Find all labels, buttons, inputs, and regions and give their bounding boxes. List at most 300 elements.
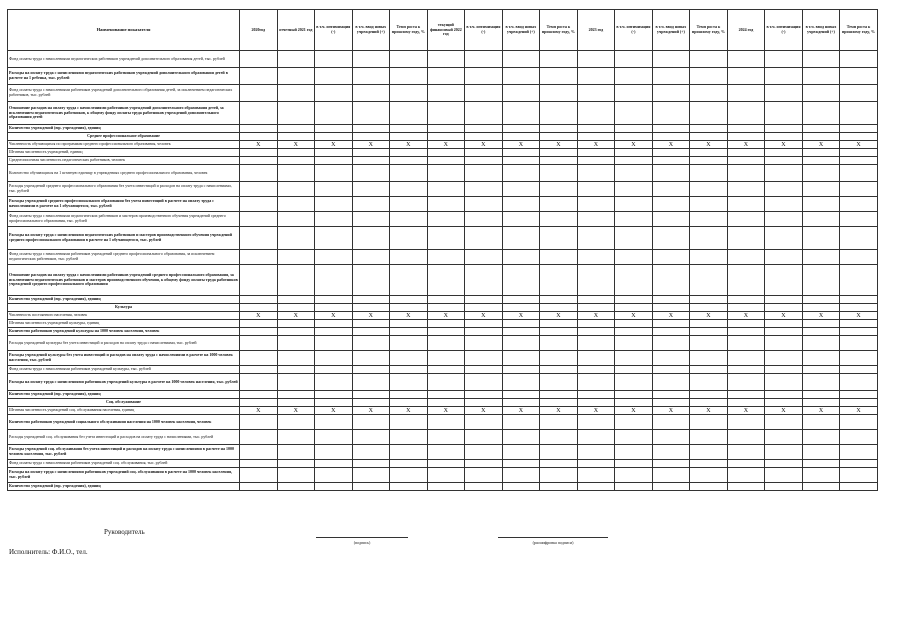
value-cell (577, 374, 615, 391)
value-cell (765, 366, 803, 374)
value-cell (352, 51, 390, 68)
value-cell (690, 197, 728, 212)
value-cell (652, 415, 690, 430)
value-cell (277, 227, 315, 250)
value-cell (427, 85, 465, 102)
value-cell (577, 197, 615, 212)
value-cell (840, 149, 878, 157)
x-mark-cell: X (727, 312, 765, 320)
value-cell (802, 399, 840, 407)
row-label: Расходы на оплату труда с начислениями работников учреждений соц. обслуживания в расчете на 1000 человек населения, тыс. рублей (8, 468, 240, 483)
row-label: Штатная численность учреждений, единиц (8, 149, 240, 157)
value-cell (540, 227, 578, 250)
value-cell (765, 445, 803, 460)
value-cell (390, 265, 428, 296)
value-cell (277, 415, 315, 430)
value-cell (240, 336, 278, 351)
x-mark-cell: X (802, 407, 840, 415)
value-cell (615, 227, 653, 250)
value-cell (240, 265, 278, 296)
row-label: Расходы на оплату труда с начислениями педагогических работников учреждений дополнительного образования детей в расчете на 1 ребенка, тыс. рублей (8, 68, 240, 85)
value-cell (427, 366, 465, 374)
value-cell (615, 157, 653, 165)
table-row (8, 182, 878, 197)
value-cell (577, 399, 615, 407)
value-cell (840, 415, 878, 430)
value-cell (465, 296, 503, 304)
value-cell (277, 250, 315, 265)
row-label: Расходы учреждений среднего профессионального образования без учета инвестиций в расчете на оплату труда с начислениями в расчете на 1 обучающегося, тыс. рублей (8, 197, 240, 212)
value-cell (765, 483, 803, 491)
value-cell (765, 415, 803, 430)
value-cell (390, 483, 428, 491)
value-cell (240, 320, 278, 328)
value-cell (802, 445, 840, 460)
value-cell (390, 430, 428, 445)
value-cell (315, 304, 353, 312)
value-cell (802, 165, 840, 182)
value-cell (502, 51, 540, 68)
value-cell (765, 68, 803, 85)
value-cell (390, 374, 428, 391)
x-mark-cell: X (427, 141, 465, 149)
value-cell (502, 351, 540, 366)
table-row (8, 157, 878, 165)
value-cell (652, 366, 690, 374)
value-cell (502, 68, 540, 85)
value-cell (240, 445, 278, 460)
value-cell (352, 157, 390, 165)
table-row (8, 415, 878, 430)
value-cell (765, 304, 803, 312)
value-cell (540, 483, 578, 491)
x-mark-cell: X (465, 407, 503, 415)
value-cell (727, 430, 765, 445)
table-row (8, 197, 878, 212)
value-cell (465, 102, 503, 125)
value-cell (315, 149, 353, 157)
table-row (8, 483, 878, 491)
value-cell (690, 250, 728, 265)
value-cell (315, 157, 353, 165)
x-mark-cell: X (652, 141, 690, 149)
row-label: Численность обучающихся по программам среднего профессионального образования, человек (8, 141, 240, 149)
value-cell (502, 133, 540, 141)
x-mark-cell: X (577, 141, 615, 149)
value-cell (352, 165, 390, 182)
value-cell (540, 157, 578, 165)
report-form (7, 9, 876, 491)
value-cell (577, 320, 615, 328)
value-cell (502, 304, 540, 312)
value-cell (577, 157, 615, 165)
value-cell (615, 399, 653, 407)
value-cell (465, 125, 503, 133)
value-cell (727, 374, 765, 391)
value-cell (277, 374, 315, 391)
value-cell (427, 212, 465, 227)
value-cell (315, 445, 353, 460)
value-cell (615, 197, 653, 212)
value-cell (277, 182, 315, 197)
value-cell (802, 391, 840, 399)
table-row (8, 391, 878, 399)
value-cell (540, 250, 578, 265)
value-cell (502, 227, 540, 250)
value-cell (502, 336, 540, 351)
value-cell (690, 212, 728, 227)
value-cell (240, 149, 278, 157)
value-cell (652, 374, 690, 391)
value-cell (427, 399, 465, 407)
value-cell (802, 366, 840, 374)
value-cell (727, 265, 765, 296)
value-cell (690, 415, 728, 430)
value-cell (315, 460, 353, 468)
value-cell (727, 445, 765, 460)
value-cell (315, 399, 353, 407)
x-mark-cell: X (690, 312, 728, 320)
value-cell (577, 227, 615, 250)
value-cell (390, 149, 428, 157)
value-cell (802, 430, 840, 445)
value-cell (390, 165, 428, 182)
value-cell (427, 391, 465, 399)
value-cell (240, 391, 278, 399)
value-cell (727, 468, 765, 483)
value-cell (540, 212, 578, 227)
value-cell (390, 212, 428, 227)
value-cell (690, 328, 728, 336)
value-cell (727, 68, 765, 85)
value-cell (240, 212, 278, 227)
value-cell (540, 320, 578, 328)
value-cell (765, 399, 803, 407)
value-cell (802, 296, 840, 304)
value-cell (727, 399, 765, 407)
value-cell (615, 336, 653, 351)
value-cell (427, 149, 465, 157)
value-cell (615, 125, 653, 133)
value-cell (577, 366, 615, 374)
row-label: Отношение расходов на оплату труда с начислениями работников учреждений среднего профессионального образования, за исключением педагогических работников и мастеров производственного обучения, к общему фонду оплаты труда работников учреждений среднего профессионального образования (8, 265, 240, 296)
row-label: Среднесписочная численность педагогических работников, человек (8, 157, 240, 165)
x-mark-cell: X (277, 312, 315, 320)
value-cell (690, 483, 728, 491)
value-cell (502, 366, 540, 374)
value-cell (352, 265, 390, 296)
signature-line (316, 537, 408, 538)
header-column: в т.ч. ввод новых учреждений (+) (502, 10, 540, 51)
x-mark-cell: X (802, 141, 840, 149)
head-label: Руководитель (104, 528, 145, 536)
value-cell (540, 445, 578, 460)
value-cell (765, 391, 803, 399)
value-cell (577, 102, 615, 125)
value-cell (277, 102, 315, 125)
value-cell (240, 157, 278, 165)
value-cell (765, 430, 803, 445)
value-cell (765, 460, 803, 468)
value-cell (690, 68, 728, 85)
value-cell (765, 296, 803, 304)
value-cell (765, 182, 803, 197)
row-label: Штатная численность учреждений соц. обслуживания населения, единиц (8, 407, 240, 415)
value-cell (540, 351, 578, 366)
header-column: Темп роста к прошлому году, % (540, 10, 578, 51)
value-cell (390, 250, 428, 265)
value-cell (465, 430, 503, 445)
value-cell (240, 250, 278, 265)
value-cell (315, 68, 353, 85)
indicators-table (7, 9, 878, 491)
row-label: Расходы учреждений культуры без учета инвестиций и расходов на оплату труда с начислениями в расчете на 1000 человек населения, тыс. рублей (8, 351, 240, 366)
value-cell (652, 336, 690, 351)
row-label: Количество учреждений (юр. учреждения), единиц (8, 296, 240, 304)
value-cell (615, 212, 653, 227)
value-cell (352, 399, 390, 407)
header-column: в т.ч. оптимизация (-) (465, 10, 503, 51)
value-cell (577, 468, 615, 483)
value-cell (390, 320, 428, 328)
value-cell (315, 212, 353, 227)
value-cell (427, 125, 465, 133)
value-cell (615, 296, 653, 304)
value-cell (427, 374, 465, 391)
value-cell (765, 125, 803, 133)
value-cell (652, 51, 690, 68)
value-cell (727, 483, 765, 491)
value-cell (802, 85, 840, 102)
value-cell (802, 212, 840, 227)
value-cell (390, 336, 428, 351)
value-cell (840, 197, 878, 212)
row-label: Фонд оплаты труда с начислениями педагогических работников и мастеров производственного обучения учреждений среднего профессионального образования, тыс. рублей (8, 212, 240, 227)
value-cell (315, 374, 353, 391)
x-mark-cell: X (840, 141, 878, 149)
value-cell (390, 468, 428, 483)
value-cell (802, 374, 840, 391)
value-cell (352, 366, 390, 374)
value-cell (352, 391, 390, 399)
value-cell (652, 296, 690, 304)
value-cell (802, 320, 840, 328)
value-cell (765, 165, 803, 182)
value-cell (465, 197, 503, 212)
value-cell (690, 102, 728, 125)
row-label: Количество учреждений (юр. учреждения), единиц (8, 391, 240, 399)
value-cell (652, 445, 690, 460)
table-row (8, 212, 878, 227)
value-cell (240, 197, 278, 212)
value-cell (277, 460, 315, 468)
value-cell (690, 366, 728, 374)
table-row (8, 336, 878, 351)
value-cell (240, 399, 278, 407)
value-cell (840, 296, 878, 304)
value-cell (615, 85, 653, 102)
value-cell (390, 157, 428, 165)
value-cell (690, 468, 728, 483)
value-cell (465, 351, 503, 366)
executor-label: Исполнитель: Ф.И.О., тел. (9, 548, 88, 556)
value-cell (390, 366, 428, 374)
x-mark-cell: X (352, 312, 390, 320)
value-cell (465, 460, 503, 468)
section-title: Соц. обслуживание (8, 399, 240, 407)
value-cell (352, 468, 390, 483)
row-label: Расходы на оплату труда с начислениями педагогических работников и мастеров производственного обучения учреждений среднего профессионального образования в расчете на 1 обучающегося, тыс. рублей (8, 227, 240, 250)
x-mark-cell: X (352, 141, 390, 149)
value-cell (765, 320, 803, 328)
value-cell (465, 165, 503, 182)
value-cell (840, 265, 878, 296)
value-cell (277, 149, 315, 157)
value-cell (615, 366, 653, 374)
value-cell (390, 133, 428, 141)
value-cell (840, 212, 878, 227)
x-mark-cell: X (315, 407, 353, 415)
value-cell (390, 182, 428, 197)
value-cell (690, 391, 728, 399)
row-label: Количество учреждений (юр. учреждения), единиц (8, 125, 240, 133)
value-cell (502, 328, 540, 336)
value-cell (240, 328, 278, 336)
value-cell (465, 51, 503, 68)
value-cell (765, 468, 803, 483)
value-cell (615, 351, 653, 366)
x-mark-cell: X (765, 407, 803, 415)
x-mark-cell: X (315, 312, 353, 320)
table-row (8, 149, 878, 157)
value-cell (727, 182, 765, 197)
header-column: Темп роста к прошлому году, % (690, 10, 728, 51)
x-mark-cell: X (465, 141, 503, 149)
value-cell (502, 212, 540, 227)
value-cell (465, 336, 503, 351)
value-cell (540, 415, 578, 430)
value-cell (615, 304, 653, 312)
x-mark-cell: X (765, 141, 803, 149)
value-cell (615, 149, 653, 157)
x-mark-cell: X (577, 312, 615, 320)
value-cell (352, 102, 390, 125)
row-label: Расходы на оплату труда с начислениями работников учреждений культуры в расчете на 1000 человек населения, тыс. рублей (8, 374, 240, 391)
row-label: Фонд оплаты труда с начислениями педагогических работников учреждений дополнительного образования детей, тыс. рублей (8, 51, 240, 68)
value-cell (352, 415, 390, 430)
x-mark-cell: X (540, 141, 578, 149)
row-label: Расходы учреждений соц. обслуживания без учета инвестиций и расходов на оплату труда с начислениями, тыс. рублей (8, 430, 240, 445)
value-cell (465, 304, 503, 312)
header-column: в т.ч. ввод новых учреждений (+) (652, 10, 690, 51)
value-cell (802, 328, 840, 336)
x-mark-cell: X (390, 312, 428, 320)
table-row (8, 312, 878, 320)
value-cell (802, 415, 840, 430)
value-cell (652, 468, 690, 483)
table-row (8, 265, 878, 296)
x-mark-cell: X (540, 312, 578, 320)
value-cell (465, 366, 503, 374)
value-cell (427, 468, 465, 483)
value-cell (427, 460, 465, 468)
value-cell (577, 445, 615, 460)
value-cell (465, 212, 503, 227)
value-cell (727, 250, 765, 265)
value-cell (840, 391, 878, 399)
value-cell (615, 165, 653, 182)
value-cell (802, 304, 840, 312)
value-cell (652, 304, 690, 312)
value-cell (315, 320, 353, 328)
value-cell (277, 483, 315, 491)
value-cell (727, 157, 765, 165)
value-cell (652, 68, 690, 85)
x-mark-cell: X (390, 141, 428, 149)
value-cell (540, 125, 578, 133)
value-cell (240, 68, 278, 85)
value-cell (690, 182, 728, 197)
header-column: отчетный 2021 год (277, 10, 315, 51)
value-cell (427, 328, 465, 336)
x-mark-cell: X (502, 407, 540, 415)
value-cell (690, 320, 728, 328)
value-cell (802, 483, 840, 491)
value-cell (390, 460, 428, 468)
value-cell (540, 182, 578, 197)
header-column: 2020год (240, 10, 278, 51)
value-cell (352, 149, 390, 157)
value-cell (240, 430, 278, 445)
value-cell (352, 430, 390, 445)
value-cell (315, 366, 353, 374)
value-cell (427, 157, 465, 165)
value-cell (427, 102, 465, 125)
value-cell (315, 265, 353, 296)
value-cell (727, 304, 765, 312)
header-column: в т.ч. ввод новых учреждений (+) (352, 10, 390, 51)
x-mark-cell: X (240, 141, 278, 149)
x-mark-cell: X (615, 312, 653, 320)
value-cell (240, 296, 278, 304)
value-cell (277, 85, 315, 102)
value-cell (615, 415, 653, 430)
x-mark-cell: X (652, 407, 690, 415)
value-cell (315, 85, 353, 102)
x-mark-cell: X (465, 312, 503, 320)
value-cell (352, 197, 390, 212)
value-cell (577, 68, 615, 85)
value-cell (802, 157, 840, 165)
value-cell (277, 366, 315, 374)
table-row (8, 328, 878, 336)
value-cell (652, 391, 690, 399)
row-label: Фонд оплаты труда с начислениями работников учреждений соц. обслуживания, тыс. рублей (8, 460, 240, 468)
value-cell (315, 483, 353, 491)
value-cell (727, 460, 765, 468)
value-cell (465, 265, 503, 296)
value-cell (615, 468, 653, 483)
value-cell (765, 351, 803, 366)
value-cell (577, 351, 615, 366)
value-cell (502, 265, 540, 296)
value-cell (765, 227, 803, 250)
value-cell (840, 351, 878, 366)
value-cell (840, 304, 878, 312)
value-cell (652, 460, 690, 468)
value-cell (577, 133, 615, 141)
value-cell (652, 328, 690, 336)
